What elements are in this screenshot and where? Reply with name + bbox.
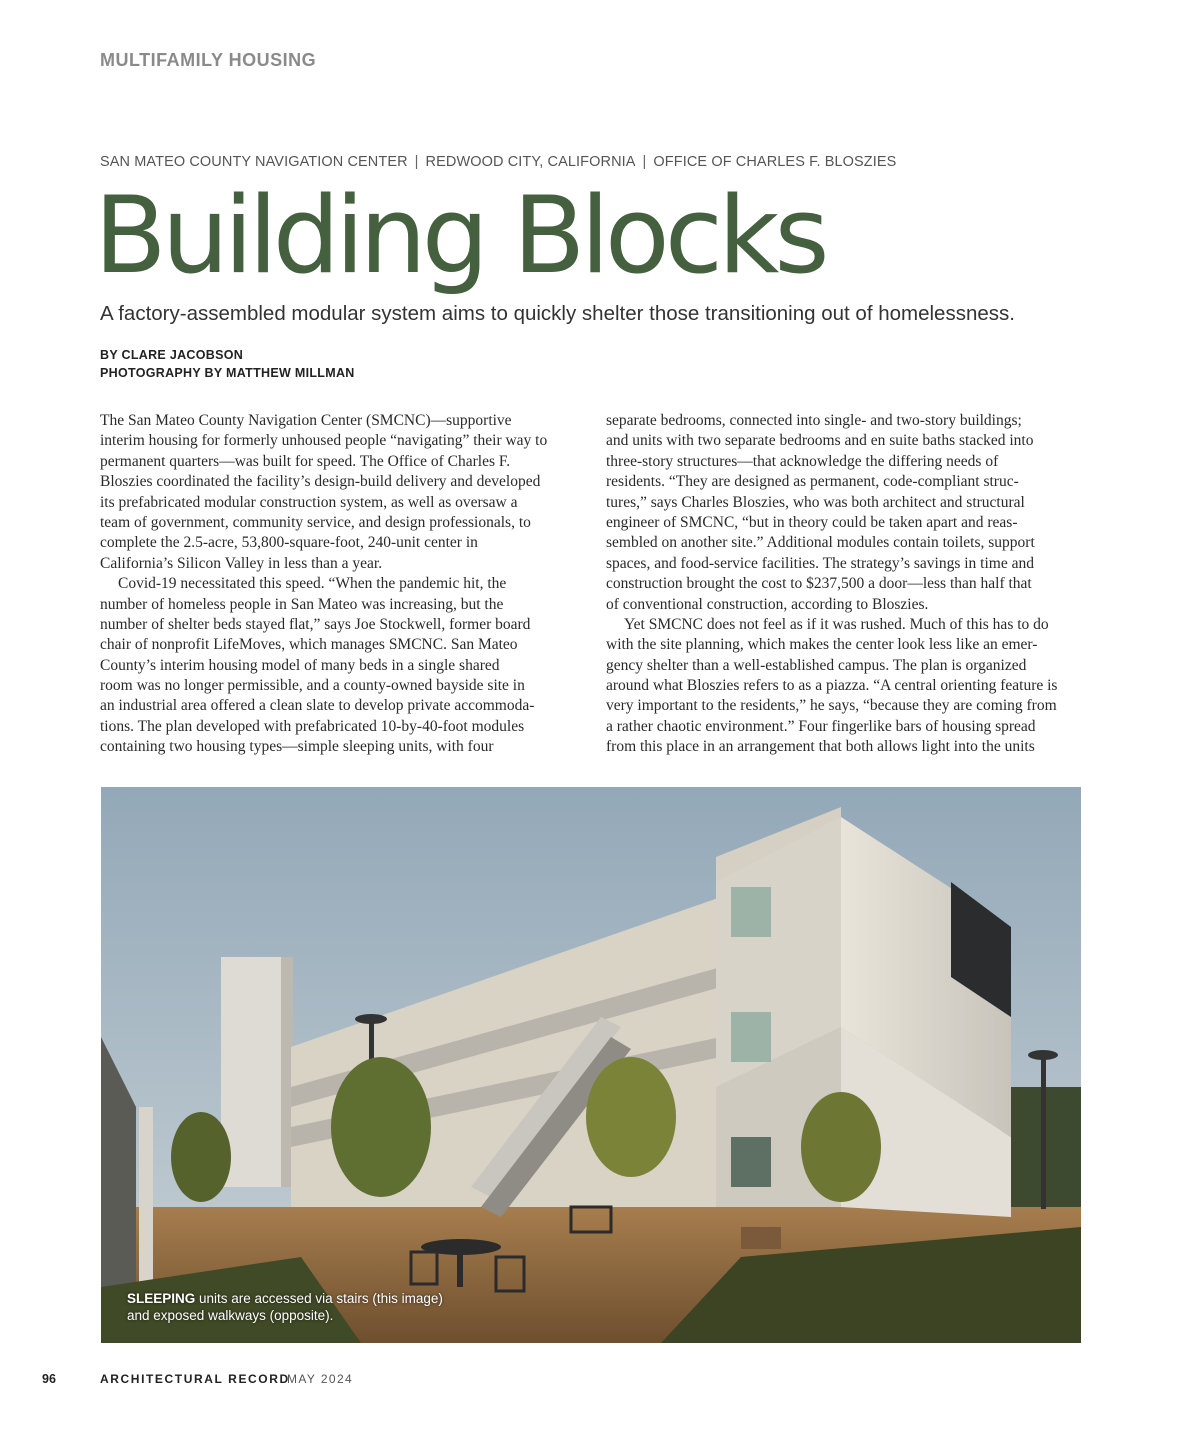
body-line: Bloszies coordinated the facility’s design-build delivery and developed (100, 473, 541, 491)
body-line: containing two housing types—simple sleeping units, with four (100, 738, 494, 756)
headline: Building Blocks (94, 174, 825, 297)
body-line: California’s Silicon Valley in less than a year. (100, 554, 383, 572)
kicker-project: SAN MATEO COUNTY NAVIGATION CENTER (100, 154, 408, 170)
project-kicker (100, 154, 896, 170)
body-line: tures,” says Charles Bloszies, who was both architect and structural (606, 493, 1025, 511)
photo-caption (127, 1290, 443, 1324)
byline (100, 346, 355, 382)
body-line: number of shelter beds stayed flat,” says Joe Stockwell, former board (100, 615, 531, 633)
body-line: Yet SMCNC does not feel as if it was rushed. Much of this has to do (624, 615, 1049, 633)
body-line: complete the 2.5-acre, 53,800-square-foot, 240-unit center in (100, 534, 478, 552)
body-line: team of government, community service, and design professionals, to (100, 513, 531, 531)
body-line: County’s interim housing model of many beds in a single shared (100, 656, 500, 674)
body-line: from this place in an arrangement that both allows light into the units (606, 738, 1035, 756)
body-line: an industrial area offered a clean slate to develop private accommoda- (100, 697, 535, 715)
body-line: tions. The plan developed with prefabricated 10-by-40-foot modules (100, 717, 525, 735)
body-line: gency shelter than a well-established campus. The plan is organized (606, 656, 1027, 674)
caption-lead: SLEEPING (127, 1291, 196, 1306)
photo-illustration (101, 787, 1081, 1343)
publication-name: ARCHITECTURAL RECORD (100, 1372, 290, 1386)
body-line: around what Bloszies refers to as a piazza. “A central orienting feature is (606, 677, 1058, 695)
body-line: The San Mateo County Navigation Center (SMCNC)—supportive (100, 412, 512, 429)
photographer-credit: PHOTOGRAPHY BY MATTHEW MILLMAN (100, 366, 355, 380)
feature-photo (101, 787, 1081, 1343)
body-line: residents. “They are designed as permanent, code-compliant struc- (606, 473, 1019, 491)
body-line: construction brought the cost to $237,500 a door—less than half that (606, 575, 1032, 593)
body-line: engineer of SMCNC, “but in theory could be taken apart and reas- (606, 513, 1018, 531)
body-line: a rather chaotic environment.” Four fingerlike bars of housing spread (606, 717, 1036, 735)
body-column-right (606, 411, 1084, 758)
author-credit: BY CLARE JACOBSON (100, 348, 244, 362)
body-line: very important to the residents,” he says, “because they are coming from (606, 697, 1057, 715)
body-line: three-story structures—that acknowledge the differing needs of (606, 452, 999, 470)
kicker-separator: | (642, 154, 647, 170)
section-label: MULTIFAMILY HOUSING (100, 50, 317, 70)
body-line: of conventional construction, according to Bloszies. (606, 595, 929, 613)
body-line: chair of nonprofit LifeMoves, which manages SMCNC. San Mateo (100, 636, 518, 654)
body-line: with the site planning, which makes the center look less like an emer- (606, 636, 1038, 654)
body-line: and units with two separate bedrooms and en suite baths stacked into (606, 432, 1034, 450)
body-line: room was no longer permissible, and a county-owned bayside site in (100, 677, 525, 695)
body-column-left (100, 411, 578, 758)
body-line: its prefabricated modular construction system, as well as oversaw a (100, 493, 518, 511)
page-number: 96 (42, 1372, 56, 1386)
deck-subtitle: A factory-assembled modular system aims to quickly shelter those transitioning out of homelessness. (100, 302, 1015, 325)
body-line: Covid-19 necessitated this speed. “When the pandemic hit, the (118, 575, 507, 593)
kicker-location: REDWOOD CITY, CALIFORNIA (425, 154, 636, 170)
caption-text: and exposed walkways (opposite). (127, 1308, 334, 1323)
body-line: sembled on another site.” Additional modules contain toilets, support (606, 534, 1035, 552)
body-line: number of homeless people in San Mateo was increasing, but the (100, 595, 504, 613)
body-line: permanent quarters—was built for speed. The Office of Charles F. (100, 452, 511, 470)
caption-text: units are accessed via stairs (this image) (195, 1291, 443, 1306)
body-line: separate bedrooms, connected into single- and two-story buildings; (606, 412, 1022, 429)
kicker-architect: OFFICE OF CHARLES F. BLOSZIES (653, 154, 897, 170)
body-line: spaces, and food-service facilities. The strategy’s savings in time and (606, 554, 1034, 572)
issue-date: MAY 2024 (287, 1372, 354, 1386)
kicker-separator: | (414, 154, 419, 170)
body-line: interim housing for formerly unhoused people “navigating” their way to (100, 432, 548, 450)
